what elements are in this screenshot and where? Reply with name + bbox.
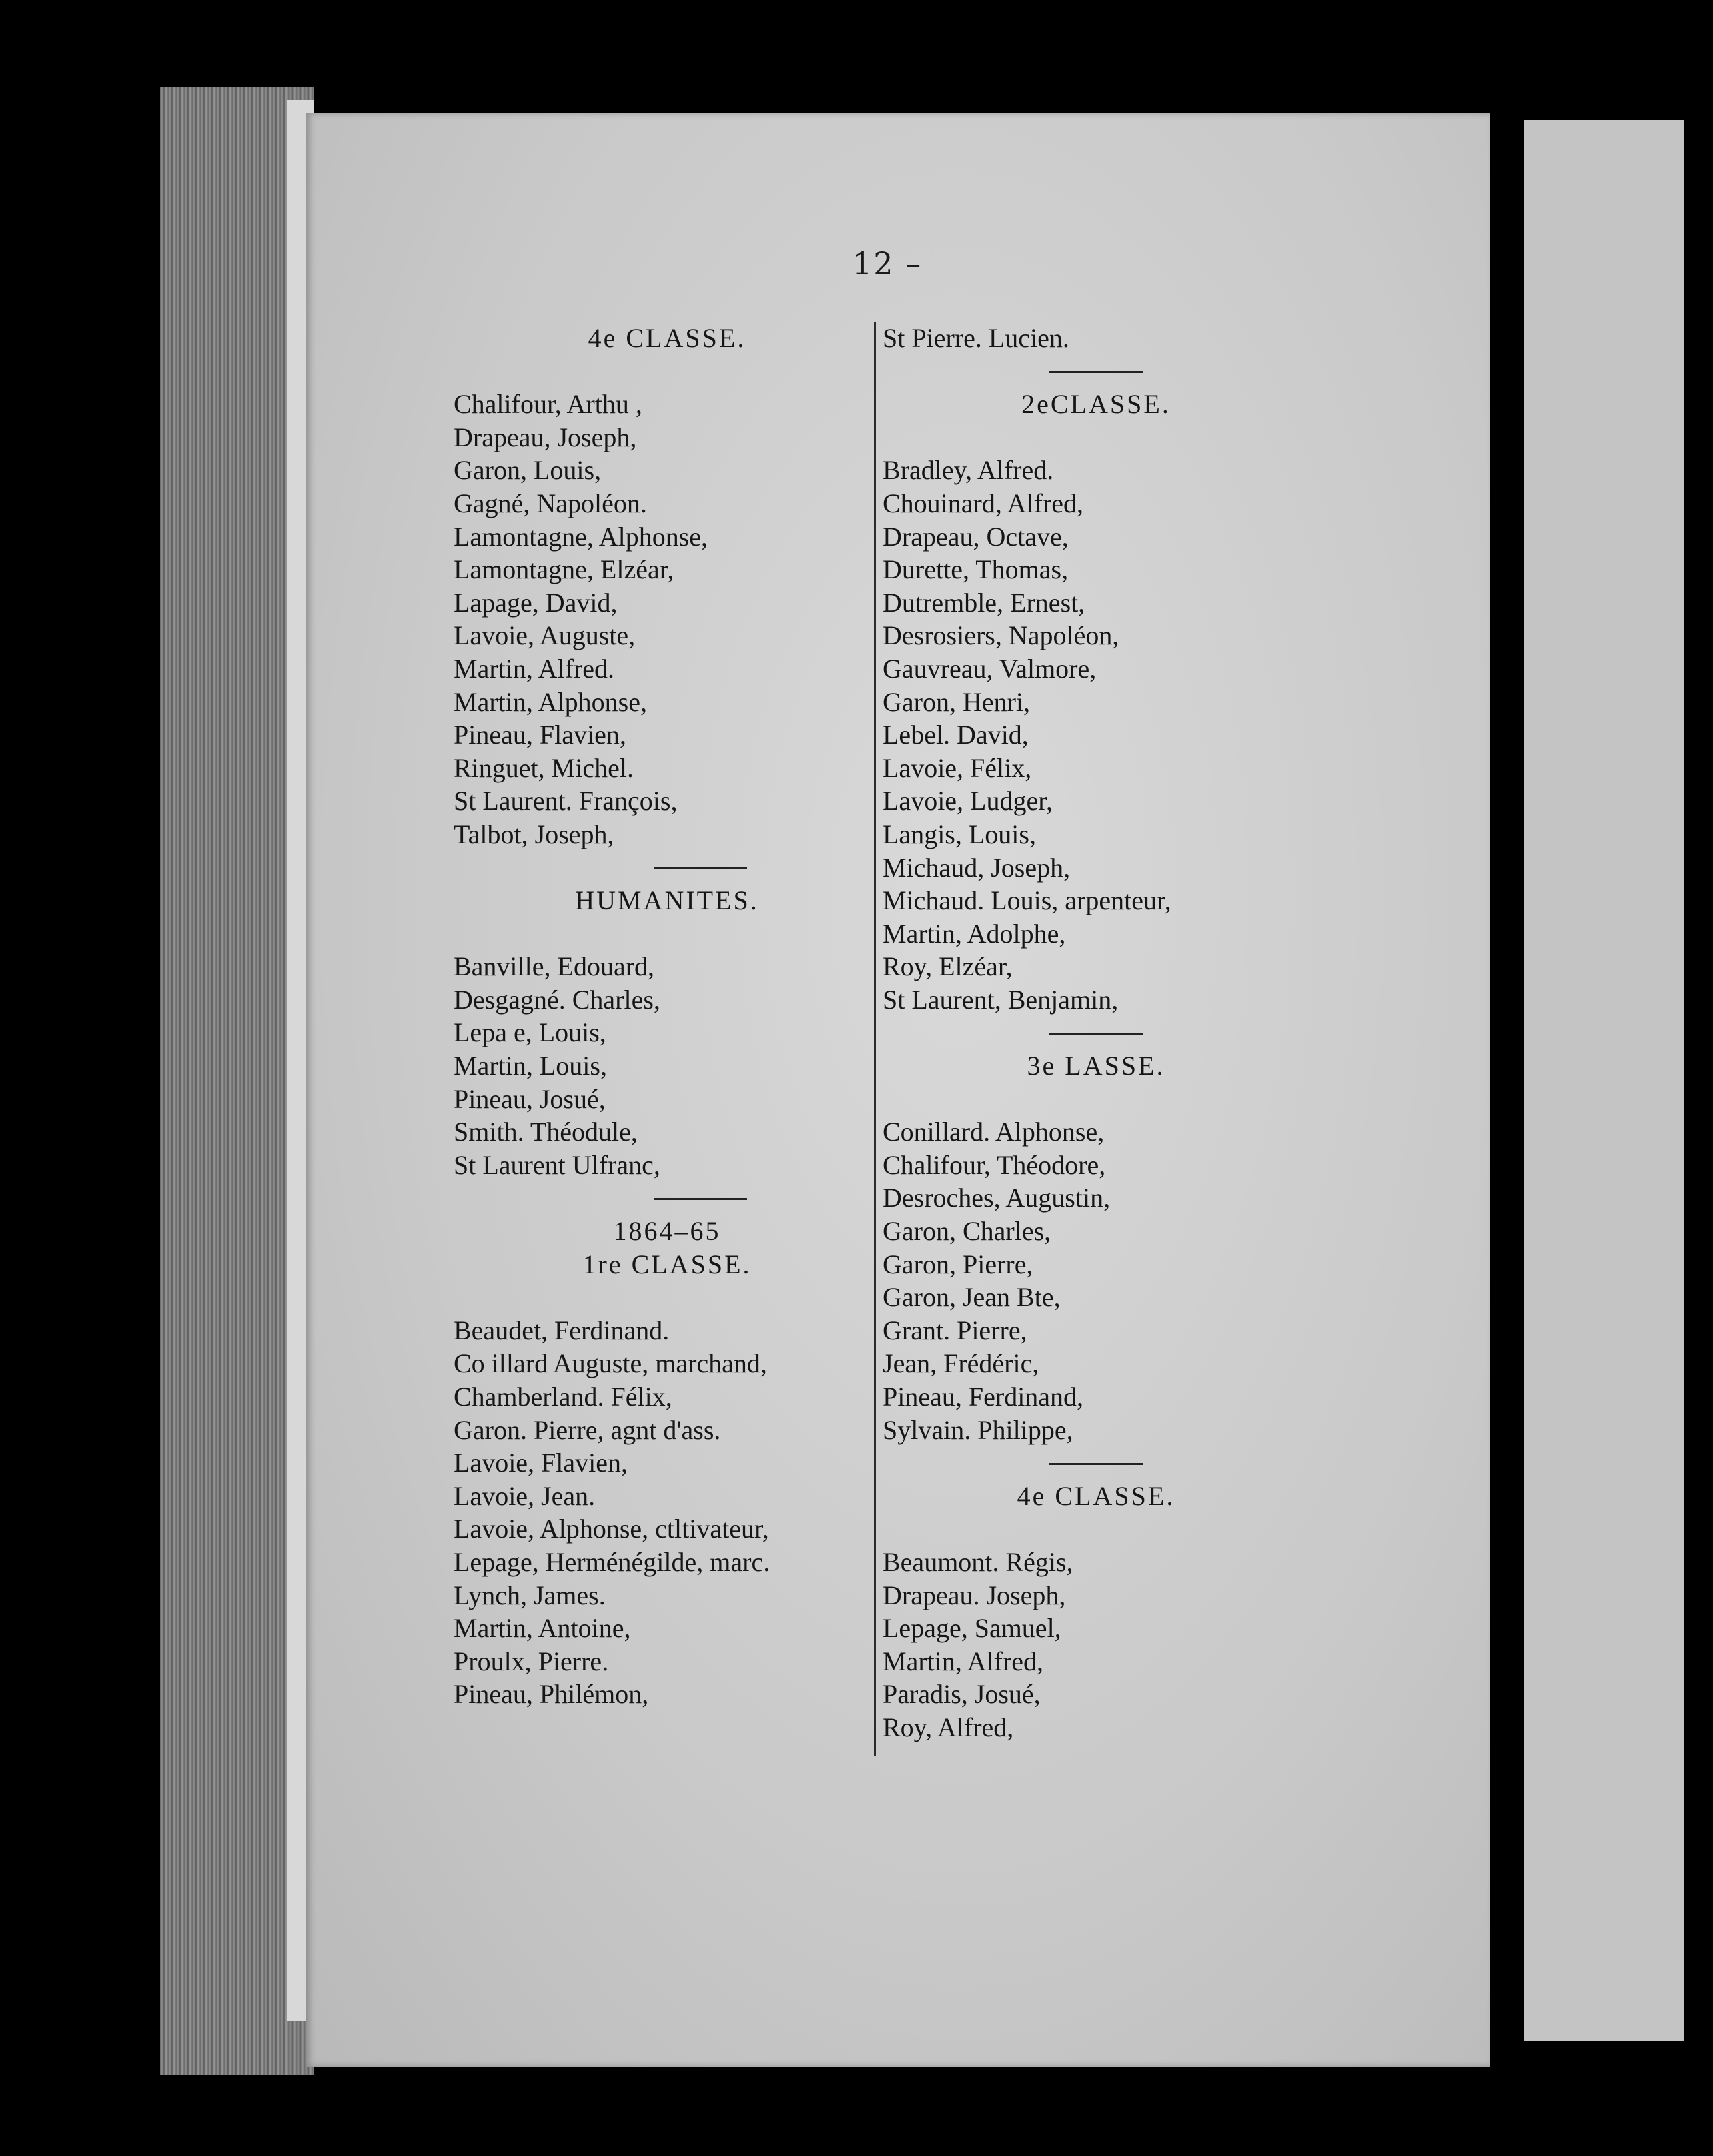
- blank-line: [883, 1512, 1309, 1546]
- student-name: Drapeau. Joseph,: [883, 1580, 1066, 1610]
- student-name: Lebel. David,: [883, 720, 1029, 750]
- student-name: Desgagné. Charles,: [454, 984, 660, 1015]
- student-name: Lepage, Herménégilde, marc.: [454, 1546, 770, 1577]
- facing-page-edge: [1524, 120, 1684, 2041]
- section-rule: [883, 1446, 1309, 1480]
- student-name: Chalifour, Théodore,: [883, 1149, 1106, 1180]
- left-column: [454, 322, 881, 1711]
- student-name: Lavoie, Alphonse, ctltivateur,: [454, 1514, 769, 1544]
- student-name: St Laurent. François,: [454, 786, 678, 817]
- student-name: Jean, Frédéric,: [883, 1348, 1039, 1379]
- blank-line: [454, 355, 881, 388]
- student-name: Co illard Auguste, marchand,: [454, 1348, 767, 1379]
- student-name: Durette, Thomas,: [883, 554, 1069, 585]
- student-name: Lepa e, Louis,: [454, 1017, 606, 1048]
- student-name: Martin, Louis,: [454, 1051, 607, 1081]
- student-name: Lapage, David,: [454, 587, 618, 618]
- student-name: St Laurent Ulfranc,: [454, 1149, 660, 1180]
- student-name: Desrosiers, Napoléon,: [883, 620, 1119, 651]
- student-name: Paradis, Josué,: [883, 1679, 1041, 1710]
- section-rule: [454, 851, 881, 885]
- student-name: Michaud, Joseph,: [883, 852, 1071, 883]
- student-name: Pineau, Flavien,: [454, 720, 626, 750]
- right-column: [883, 322, 1309, 1744]
- student-name: St Laurent, Benjamin,: [883, 984, 1119, 1015]
- student-name: Gagné, Napoléon.: [454, 488, 647, 518]
- student-name: Roy, Elzéar,: [883, 951, 1013, 982]
- blank-line: [883, 1083, 1309, 1116]
- student-name: Martin, Adolphe,: [883, 918, 1066, 949]
- student-name: Beaumont. Régis,: [883, 1546, 1073, 1577]
- student-name: Roy, Alfred,: [883, 1712, 1014, 1742]
- student-name: Lavoie, Auguste,: [454, 620, 636, 651]
- student-name: Garon. Pierre, agnt d'ass.: [454, 1414, 721, 1445]
- student-name: Sylvain. Philippe,: [883, 1414, 1073, 1445]
- student-name: Lamontagne, Elzéar,: [454, 554, 674, 585]
- column-divider: [874, 322, 876, 1756]
- student-name: St Pierre. Lucien.: [883, 323, 1069, 353]
- student-name: Martin, Alfred.: [454, 653, 615, 684]
- student-name: Lepage, Samuel,: [883, 1613, 1061, 1644]
- student-name: Chamberland. Félix,: [454, 1382, 672, 1412]
- student-name: Lavoie, Ludger,: [883, 786, 1053, 817]
- blank-line: [454, 917, 881, 951]
- section-heading: HUMANITES.: [575, 885, 759, 916]
- student-name: Dutremble, Ernest,: [883, 587, 1085, 618]
- student-name: Pineau, Josué,: [454, 1083, 606, 1114]
- student-name: Bradley, Alfred.: [883, 455, 1054, 486]
- student-name: Garon, Henri,: [883, 686, 1031, 717]
- student-name: Garon, Louis,: [454, 455, 602, 486]
- student-name: Pineau, Philémon,: [454, 1679, 649, 1710]
- student-name: Langis, Louis,: [883, 819, 1036, 849]
- student-name: Garon, Jean Bte,: [883, 1282, 1061, 1313]
- student-name: Drapeau, Joseph,: [454, 422, 637, 452]
- blank-line: [454, 1281, 881, 1314]
- student-name: Garon, Charles,: [883, 1216, 1051, 1247]
- student-name: Chalifour, Arthu ,: [454, 389, 642, 420]
- section-heading: 4e CLASSE.: [1017, 1480, 1175, 1511]
- student-name: Grant. Pierre,: [883, 1315, 1027, 1345]
- student-name: Martin, Alphonse,: [454, 686, 647, 717]
- student-name: Lamontagne, Alphonse,: [454, 521, 708, 552]
- student-name: Garon, Pierre,: [883, 1249, 1033, 1279]
- section-heading: 3e LASSE.: [1027, 1051, 1165, 1081]
- section-heading: 1re CLASSE.: [582, 1249, 752, 1279]
- student-name: Proulx, Pierre.: [454, 1646, 609, 1676]
- section-rule: [883, 355, 1309, 388]
- student-name: Beaudet, Ferdinand.: [454, 1315, 670, 1345]
- section-heading: 4e CLASSE.: [588, 323, 746, 353]
- student-name: Lynch, James.: [454, 1580, 606, 1610]
- student-name: Martin, Alfred,: [883, 1646, 1044, 1676]
- student-name: Banville, Edouard,: [454, 951, 655, 982]
- student-name: Michaud. Louis, arpenteur,: [883, 885, 1171, 916]
- student-name: Lavoie, Félix,: [883, 752, 1032, 783]
- section-rule: [883, 1016, 1309, 1049]
- student-name: Martin, Antoine,: [454, 1613, 631, 1644]
- section-heading: 1864–65: [613, 1216, 721, 1247]
- student-name: Talbot, Joseph,: [454, 819, 614, 849]
- section-rule: [454, 1181, 881, 1215]
- student-name: Smith. Théodule,: [454, 1117, 638, 1147]
- page-number: 12 –: [852, 245, 923, 282]
- section-heading: 2eCLASSE.: [1021, 389, 1171, 420]
- student-name: Conillard. Alphonse,: [883, 1117, 1105, 1147]
- student-name: Desroches, Augustin,: [883, 1183, 1111, 1213]
- blank-line: [883, 421, 1309, 454]
- student-name: Ringuet, Michel.: [454, 752, 634, 783]
- student-name: Drapeau, Octave,: [883, 521, 1069, 552]
- student-name: Lavoie, Jean.: [454, 1480, 596, 1511]
- student-name: Gauvreau, Valmore,: [883, 653, 1097, 684]
- student-name: Lavoie, Flavien,: [454, 1448, 628, 1478]
- student-name: Pineau, Ferdinand,: [883, 1382, 1084, 1412]
- student-name: Chouinard, Alfred,: [883, 488, 1084, 518]
